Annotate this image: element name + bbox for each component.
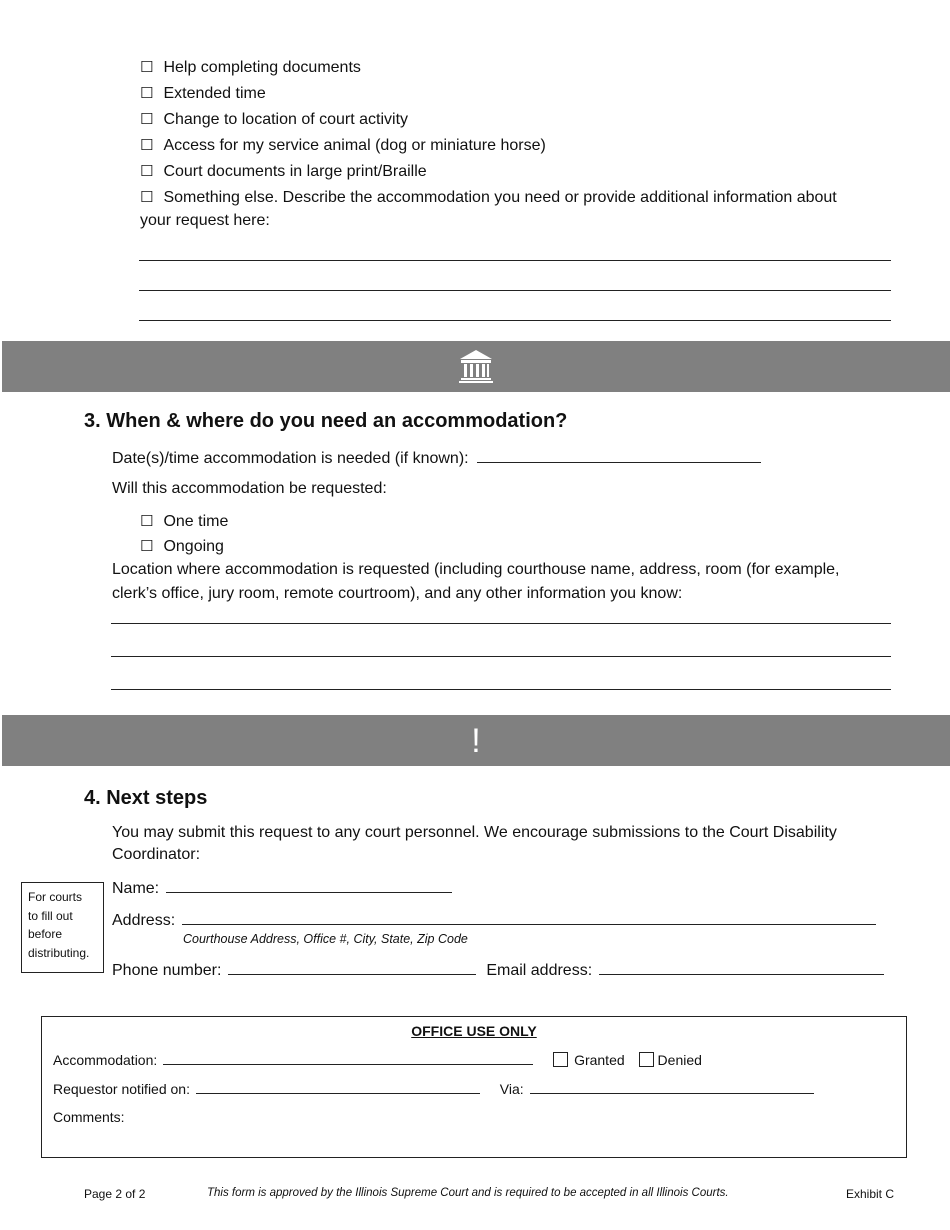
via-input[interactable] [530,1080,814,1094]
checkbox[interactable]: ☐ [140,162,154,180]
name-field-row [112,877,452,899]
next-steps-intro-line2: Coordinator: [112,846,201,863]
address-input[interactable] [182,909,876,925]
granted-checkbox[interactable] [553,1052,568,1067]
exclamation-icon: ! [471,722,481,760]
checkbox[interactable]: ☐ [140,84,154,102]
write-in-line[interactable] [139,260,891,261]
requested-label: Will this accommodation be requested: [112,480,387,497]
address-hint: Courthouse Address, Office #, City, State, Zip Code [183,932,468,946]
accommodation-row [53,1051,702,1069]
next-steps-intro-line1: You may submit this request to any court personnel. We encourage submissions to the Court Disability [112,824,837,841]
section-4-heading: 4. Next steps [84,787,208,809]
option-one-time[interactable] [140,511,228,532]
accommodation-label: Accommodation: [53,1052,158,1068]
checkbox[interactable]: ☐ [140,136,154,154]
notified-input[interactable] [196,1080,480,1094]
option-label: Court documents in large print/Braille [163,163,427,180]
option-something-else[interactable] [140,187,837,208]
note-line: For courts [28,890,83,904]
exhibit-label: Exhibit C [846,1187,895,1201]
option-help-documents[interactable] [140,57,361,78]
location-line[interactable] [111,689,891,690]
courts-note-box [21,882,104,973]
option-something-else-line2: your request here: [140,212,270,229]
notified-label: Requestor notified on: [53,1081,190,1097]
option-label: Access for my service animal (dog or miniature horse) [163,137,546,154]
courthouse-icon [458,348,494,384]
section-3-banner [2,341,950,392]
option-extended-time[interactable] [140,83,266,104]
via-label: Via: [499,1081,524,1097]
date-field-row [112,447,761,469]
name-label: Name: [112,880,160,897]
approval-notice: This form is approved by the Illinois Supreme Court and is required to be accepted in all Illinois Courts. [207,1187,729,1199]
option-label: One time [163,513,229,530]
note-line: distributing. [28,945,90,960]
phone-label: Phone number: [112,962,222,979]
address-label: Address: [112,912,176,929]
contact-field-row [112,959,884,981]
phone-input[interactable] [228,959,476,975]
denied-checkbox[interactable] [639,1052,654,1067]
checkbox[interactable]: ☐ [140,188,154,206]
section-3-heading: 3. When & where do you need an accommodation? [84,410,568,432]
accommodation-input[interactable] [163,1051,533,1065]
option-change-location[interactable] [140,109,408,130]
location-line[interactable] [111,656,891,657]
date-label: Date(s)/time accommodation is needed (if known): [112,450,469,467]
checkbox[interactable]: ☐ [140,512,154,530]
email-label: Email address: [486,962,593,979]
office-use-box [41,1016,907,1158]
option-service-animal[interactable] [140,135,546,156]
address-field-row [112,909,876,931]
comments-label: Comments: [53,1109,125,1125]
office-use-title: OFFICE USE ONLY [411,1023,537,1039]
note-line: to fill out [28,908,73,923]
note-line: before [28,927,63,941]
section-4-banner [2,715,950,766]
option-large-print[interactable] [140,161,427,182]
checkbox[interactable]: ☐ [140,537,154,555]
option-label: Ongoing [163,538,224,555]
checkbox[interactable]: ☐ [140,110,154,128]
checkbox[interactable]: ☐ [140,58,154,76]
location-label-line1: Location where accommodation is requested (including courthouse name, address, room (for example, [112,561,840,578]
email-input[interactable] [599,959,884,975]
granted-label: Granted [574,1052,625,1068]
option-label: Something else. Describe the accommodation you need or provide additional information about [163,189,837,206]
option-label: Extended time [163,85,266,102]
write-in-line[interactable] [139,320,891,321]
option-ongoing[interactable] [140,536,224,557]
notified-row [53,1080,814,1098]
denied-label: Denied [657,1052,702,1068]
page-number: Page 2 of 2 [84,1187,146,1201]
location-label-line2: clerk’s office, jury room, remote courtroom), and any other information you know: [112,585,683,602]
name-input[interactable] [166,877,452,893]
location-line[interactable] [111,623,891,624]
date-input[interactable] [477,447,761,463]
option-label: Change to location of court activity [163,111,409,128]
write-in-line[interactable] [139,290,891,291]
option-label: Help completing documents [163,59,361,76]
